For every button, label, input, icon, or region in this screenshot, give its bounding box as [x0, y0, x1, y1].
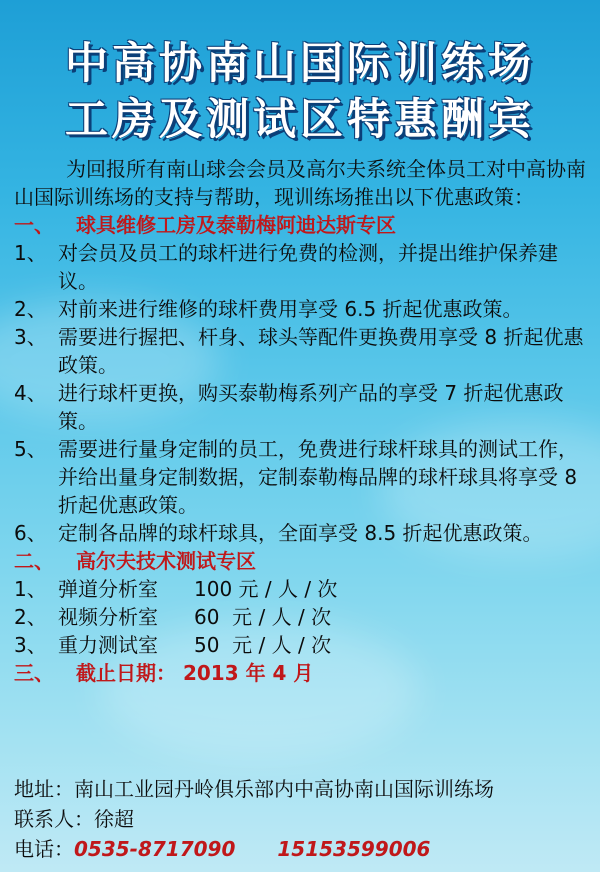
title-line-2: 工房及测试区特惠酬宾: [65, 95, 535, 145]
title-line-1: 中高协南山国际训练场: [65, 39, 535, 89]
deadline-label: 截止日期：: [76, 661, 176, 685]
phone-line: [14, 834, 590, 864]
contact-label: 联系人：: [14, 807, 94, 831]
item-number: 2、: [14, 605, 47, 629]
list-item: [14, 323, 590, 379]
main-content: [14, 155, 590, 687]
section-1-heading: [14, 211, 590, 239]
item-number: 4、: [14, 381, 47, 405]
list-item: [14, 435, 590, 519]
phone-label: 电话：: [14, 837, 74, 861]
list-item: [14, 295, 590, 323]
item-number: 3、: [14, 325, 47, 349]
item-text: 对会员及员工的球杆进行免费的检测，并提出维护保养建议。: [58, 241, 558, 293]
address-line: [14, 774, 590, 804]
contact-line: [14, 804, 590, 834]
service-name: 弹道分析室: [58, 577, 158, 601]
item-number: 3、: [14, 633, 47, 657]
item-number: 6、: [14, 521, 47, 545]
item-number: 5、: [14, 437, 47, 461]
contact-name: 徐超: [94, 807, 134, 831]
phone-number-2: 15153599006: [277, 837, 431, 861]
item-text: 对前来进行维修的球杆费用享受 6.5 折起优惠政策。: [58, 297, 523, 321]
service-price: 100 元 / 人 / 次: [194, 577, 338, 601]
list-item: [14, 239, 590, 295]
item-number: 2、: [14, 297, 47, 321]
service-price: 50 元 / 人 / 次: [194, 633, 332, 657]
item-text: 需要进行握把、杆身、球头等配件更换费用享受 8 折起优惠政策。: [58, 325, 584, 377]
price-row: [14, 603, 590, 631]
section-number: 一、: [14, 213, 54, 237]
address-text: 南山工业园丹岭俱乐部内中高协南山国际训练场: [74, 777, 494, 801]
item-number: 1、: [14, 577, 47, 601]
intro-paragraph: 为回报所有南山球会会员及高尔夫系统全体员工对中高协南山国际训练场的支持与帮助，现训练场推出以下优惠政策：: [14, 157, 586, 209]
item-text: 定制各品牌的球杆球具，全面享受 8.5 折起优惠政策。: [58, 521, 543, 545]
section-title: 球具维修工房及泰勒梅阿迪达斯专区: [76, 213, 396, 237]
item-text: 进行球杆更换，购买泰勒梅系列产品的享受 7 折起优惠政策。: [58, 381, 564, 433]
deadline-value: 2013 年 4 月: [182, 661, 314, 685]
service-name: 视频分析室: [58, 605, 158, 629]
section-2-heading: [14, 547, 590, 575]
list-item: [14, 379, 590, 435]
section-number: 三、: [14, 661, 54, 685]
item-number: 1、: [14, 241, 47, 265]
price-row: [14, 575, 590, 603]
list-item: [14, 519, 590, 547]
service-price: 60 元 / 人 / 次: [194, 605, 332, 629]
phone-number-1: 0535-8717090: [74, 837, 236, 861]
price-row: [14, 631, 590, 659]
item-text: 需要进行量身定制的员工，免费进行球杆球具的测试工作，并给出量身定制数据，定制泰勒梅品牌的球杆球具将享受 8 折起优惠政策。: [58, 437, 578, 517]
contact-footer: [14, 774, 590, 864]
section-title: 高尔夫技术测试专区: [76, 549, 256, 573]
service-name: 重力测试室: [58, 633, 158, 657]
address-label: 地址：: [14, 777, 74, 801]
section-3-heading: [14, 659, 590, 687]
section-number: 二、: [14, 549, 54, 573]
